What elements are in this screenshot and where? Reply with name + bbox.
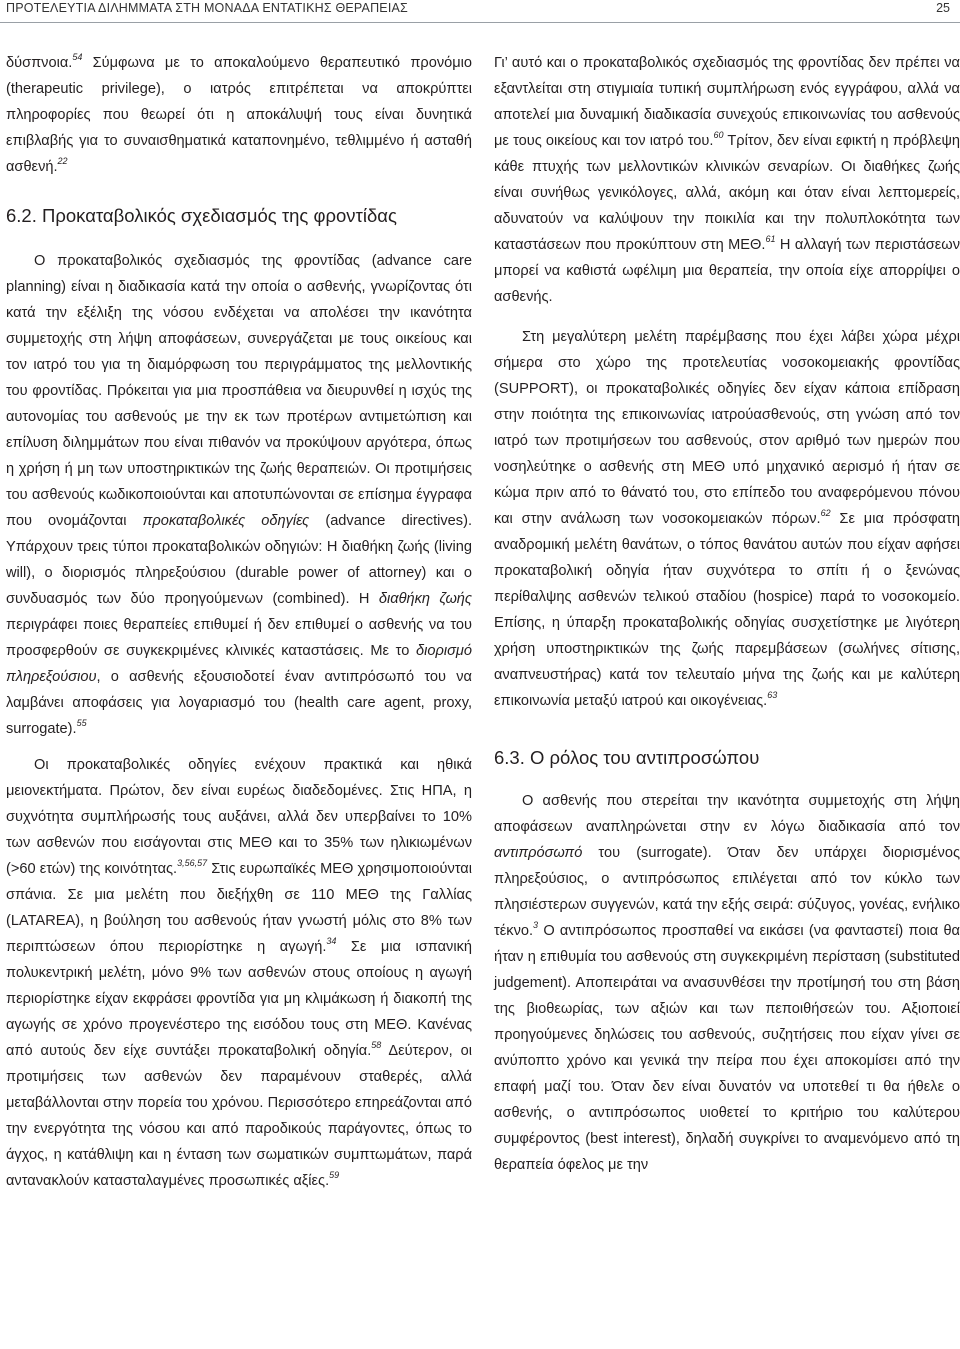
footnote-ref: 59	[329, 1170, 340, 1180]
page-number: 25	[936, 1, 950, 15]
footnote-ref: 55	[76, 718, 87, 728]
paragraph-advance-care: Ο προκαταβολικός σχεδιασμός της φροντίδας (advance care planning) είναι η διαδικασία κατά την οποία ο ασθενής, γνωρίζοντας ότι κατά την εξέλιξη της νόσου ενδέχεται να απολέσει την ικανότητα συμμετοχής στη λήψη αποφάσεων, συνεργάζεται με τους οικείους και τον ιατρό του για τη διαμόρφωση του περιγράμματος της μελλοντικής του φροντίδας. Πρόκειται για μια προσπάθεια να διευρυνθεί η ισχύς της αυτονομίας του ασθενούς με την εκ των προτέρων αντιμετώπιση και επίλυση διλημμάτων που είναι πιθανόν να προκύψουν αργότερα, όπως η χρήση ή μη των υποστηρικτικών της ζωής θεραπειών. Οι προτιμήσεις του ασθενούς κωδικοποιούνται και αποτυπώνονται σε επίσημα έγγραφα που ονομάζονται προκαταβολικές οδηγίες (advance directives). Υπάρχουν τρεις τύποι προκαταβολικών οδηγιών: Η διαθήκη ζωής (living will), ο διορισμός πληρεξούσιου (durable power of attorney) και ο συνδυασμός των δύο προηγούμενων (combined). Η διαθήκη ζωής περιγράφει ποιες θεραπείες επιθυμεί ή δεν επιθυμεί ο ασθενής να του προσφερθούν σε συγκεκριμένες κλινικές καταστάσεις. Με το διορισμό πληρεξούσιου, ο ασθενής εξουσιοδοτεί έναν αντιπρόσωπό του να λαμβάνει αποφάσεις για λογαριασμό του (health care agent, proxy, surrogate).$^{55}$	[6, 253, 473, 737]
paragraph-surrogate: Ο ασθενής που στερείται την ικανότητα συμμετοχής στη λήψη αποφάσεων αναπληρώνεται στην εν λόγω διαδικασία από τον αντιπρόσωπό του (surrogate). Όταν δεν υπάρχει διορισμένος πληρεξούσιος, ο αντιπρόσωπος επιλέγεται από τον κύκλο των πλησιέστερων συγγενών, κατά την εξής σειρά: σύζυγος, γονέας, ενήλικο τέκνο.$^3$ Ο αντιπρόσωπος προσπαθεί να εικάσει (να φανταστεί) ποια θα ήταν η επιθυμία του ασθενούς στη συγκεκριμένη περίσταση (substituted judgement). Αποπειράται να ανασυνθέσει την προτίμησή του στη βάση της βιοθεωρίας, των αξιών και των πεποιθήσεών του. Αξιοποιεί προηγούμενες δηλώσεις του ασθενούς, συζητήσεις που είχαν γίνει σε ανύποπτο χρόνο και γενικά την πείρα που έχει αποκομίσει από την επαφή μαζί του. Όταν δεν είναι δυνατόν να υποτεθεί τι θα ήθελε ο ασθενής, ο αντιπρόσωπος υιοθετεί το κριτήριο του καλύτερου συμφέροντος (best interest), δηλαδή συγκρίνει το αναμενόμενο από τη θεραπεία όφελος με την	[494, 793, 960, 1173]
footnote-ref: 60	[713, 130, 724, 140]
footnote-ref: 62	[820, 508, 831, 518]
left-column	[6, 50, 472, 1194]
footnote-ref: 34	[326, 936, 337, 946]
section-heading-6-2: 6.2. Προκαταβολικός σχεδιασμός της φροντίδας	[6, 205, 397, 226]
footnote-ref: 3,56,57	[177, 858, 208, 868]
footnote-ref: 3	[533, 920, 539, 930]
footnote-ref: 22	[57, 156, 68, 166]
paragraph-support-study: Στη μεγαλύτερη μελέτη παρέμβασης που έχει λάβει χώρα μέχρι σήμερα στο χώρο της προτελευτίας νοσοκομειακής φροντίδας (SUPPORT), οι προκαταβολικές οδηγίες δεν είχαν κάποια επίδραση στην ποιότητα της επικοινωνίας ιατρούασθενούς, στη γνώση από τον ιατρό των προτιμήσεων του ασθενούς, στον αριθμό των ημερών που νοσηλεύτηκε ο ασθενής στη ΜΕΘ υπό μηχανικό αερισμό ή ήταν σε κώμα πριν από το θάνατό του, στο επίπεδο του αναφερόμενου πόνου και στην ανάλωση των νοσοκομειακών πόρων.$^{62}$ Σε μια πρόσφατη αναδρομική μελέτη θανάτων, ο τόπος θανάτου αυτών που είχαν αφήσει προκαταβολική οδηγία ήταν συχνότερα το σπίτι ή ο ξενώνας περίθαλψης ασθενών τελικού σταδίου (hospice) παρά το νοσοκομείο. Επίσης, η ύπαρξη προκαταβολικής οδηγίας συσχετίστηκε με λιγότερη χρήση υποστηρικτικών της ζωής παρεμβάσεων (σωλήνες σίτισης, αναπνευστήρας) κατά τον τελευταίο μήνα της ζωής και με καλύτερη επικοινωνία μεταξύ ιατρού και οικογένειας.$^{63}$	[494, 329, 960, 709]
paragraph-drawbacks: Οι προκαταβολικές οδηγίες ενέχουν πρακτικά και ηθικά μειονεκτήματα. Πρώτον, δεν είναι ευρέως διαδεδομένες. Στις ΗΠΑ, η συχνότητα συμπλήρωσής τους αυξάνει, αλλά δεν υπερβαίνει το 10% των ασθενών που εισάγονται στις ΜΕΘ και το 35% των ηλικιωμένων (>60 ετών) της κοινότητας.$^{3,56,57}$ Στις ευρωπαϊκές ΜΕΘ χρησιμοποιούνται σπάνια. Σε μια μελέτη που διεξήχθη σε 110 ΜΕΘ της Γαλλίας (LATAREA), η βούληση του ασθενούς ήταν γνωστή μόλις στο 8% των περιπτώσεων όπου περιορίστηκε η αγωγή.$^{34}$ Σε μια ισπανική πολυκεντρική μελέτη, μόνο 9% των ασθενών στους οποίους η αγωγή περιορίστηκε είχαν εκφράσει φροντίδα για μη κλιμάκωση ή διακοπή της αγωγής σε χρόνο προγενέστερο της εισόδου τους στη ΜΕΘ. Κανένας από αυτούς δεν είχε συντάξει προκαταβολική οδηγία.$^{58}$ Δεύτερον, οι προτιμήσεις των ασθενών δεν παραμένουν σταθερές, αλλά μεταβάλλονται στην πορεία του χρόνου. Περισσότερο επηρεάζονται από την ενεργότητα της νόσου και από παροδικούς παράγοντες, όπως το άγχος, η κατάθλιψη και η ένταση των σωματικών συμπτωμάτων, παρά αντανακλούν κατασταλαγμένες προσωπικές αξίες.$^{59}$	[6, 757, 472, 1189]
section-heading-6-3: 6.3. Ο ρόλος του αντιπροσώπου	[494, 747, 760, 768]
running-header	[0, 0, 960, 23]
footnote-ref: 54	[72, 52, 83, 62]
footnote-ref: 61	[765, 234, 776, 244]
right-column	[494, 50, 960, 1178]
paragraph-dynamic-process: Γι’ αυτό και ο προκαταβολικός σχεδιασμός της φροντίδας δεν πρέπει να εξαντλείται στη στιγμιαία τυπική συμπλήρωση ενός εγγράφου, αλλά να αποτελεί μια δυναμική διαδικασία συνεχούς επικοινωνίας του ασθενούς με τους οικείους και τον ιατρό του.$^{60}$ Τρίτον, δεν είναι εφικτή η πρόβλεψη κάθε πτυχής των μελλοντικών κλινικών σεναρίων. Οι διαθήκες ζωής είναι συνήθως γενικόλογες, αλλά, ακόμη και όταν είναι λεπτομερείς, αδυνατούν να καλύψουν την ποικιλία και την πολυπλοκότητα των καταστάσεων που προκύπτουν στη ΜΕΘ.$^{61}$ Η αλλαγή των περιστάσεων μπορεί να καθιστά ωφέλιμη μια θεραπεία, την οποία είχε απορρίψει ο ασθενής.	[494, 55, 960, 305]
running-title: ΠΡΟΤΕΛΕΥΤΙΑ ΔΙΛΗΜΜΑΤΑ ΣΤΗ ΜΟΝΑΔΑ ΕΝΤΑΤΙΚΗΣ ΘΕΡΑΠΕΙΑΣ	[6, 1, 408, 15]
paragraph-privilege: δύσπνοια.$^{54}$ Σύμφωνα με το αποκαλούμενο θεραπευτικό προνόμιο (therapeutic privilege), ο ιατρός επιτρέπεται να αποκρύπτει πληροφορίες που θεωρεί ότι η αποκάλυψή τους είναι δυνητικά επιβλαβής για το συναισθηματικά καταπονημένο, τεθλιμμένο ή ασταθή ασθενή.$^{22}$	[6, 52, 472, 175]
footnote-ref: 58	[371, 1040, 382, 1050]
footnote-ref: 63	[767, 690, 778, 700]
